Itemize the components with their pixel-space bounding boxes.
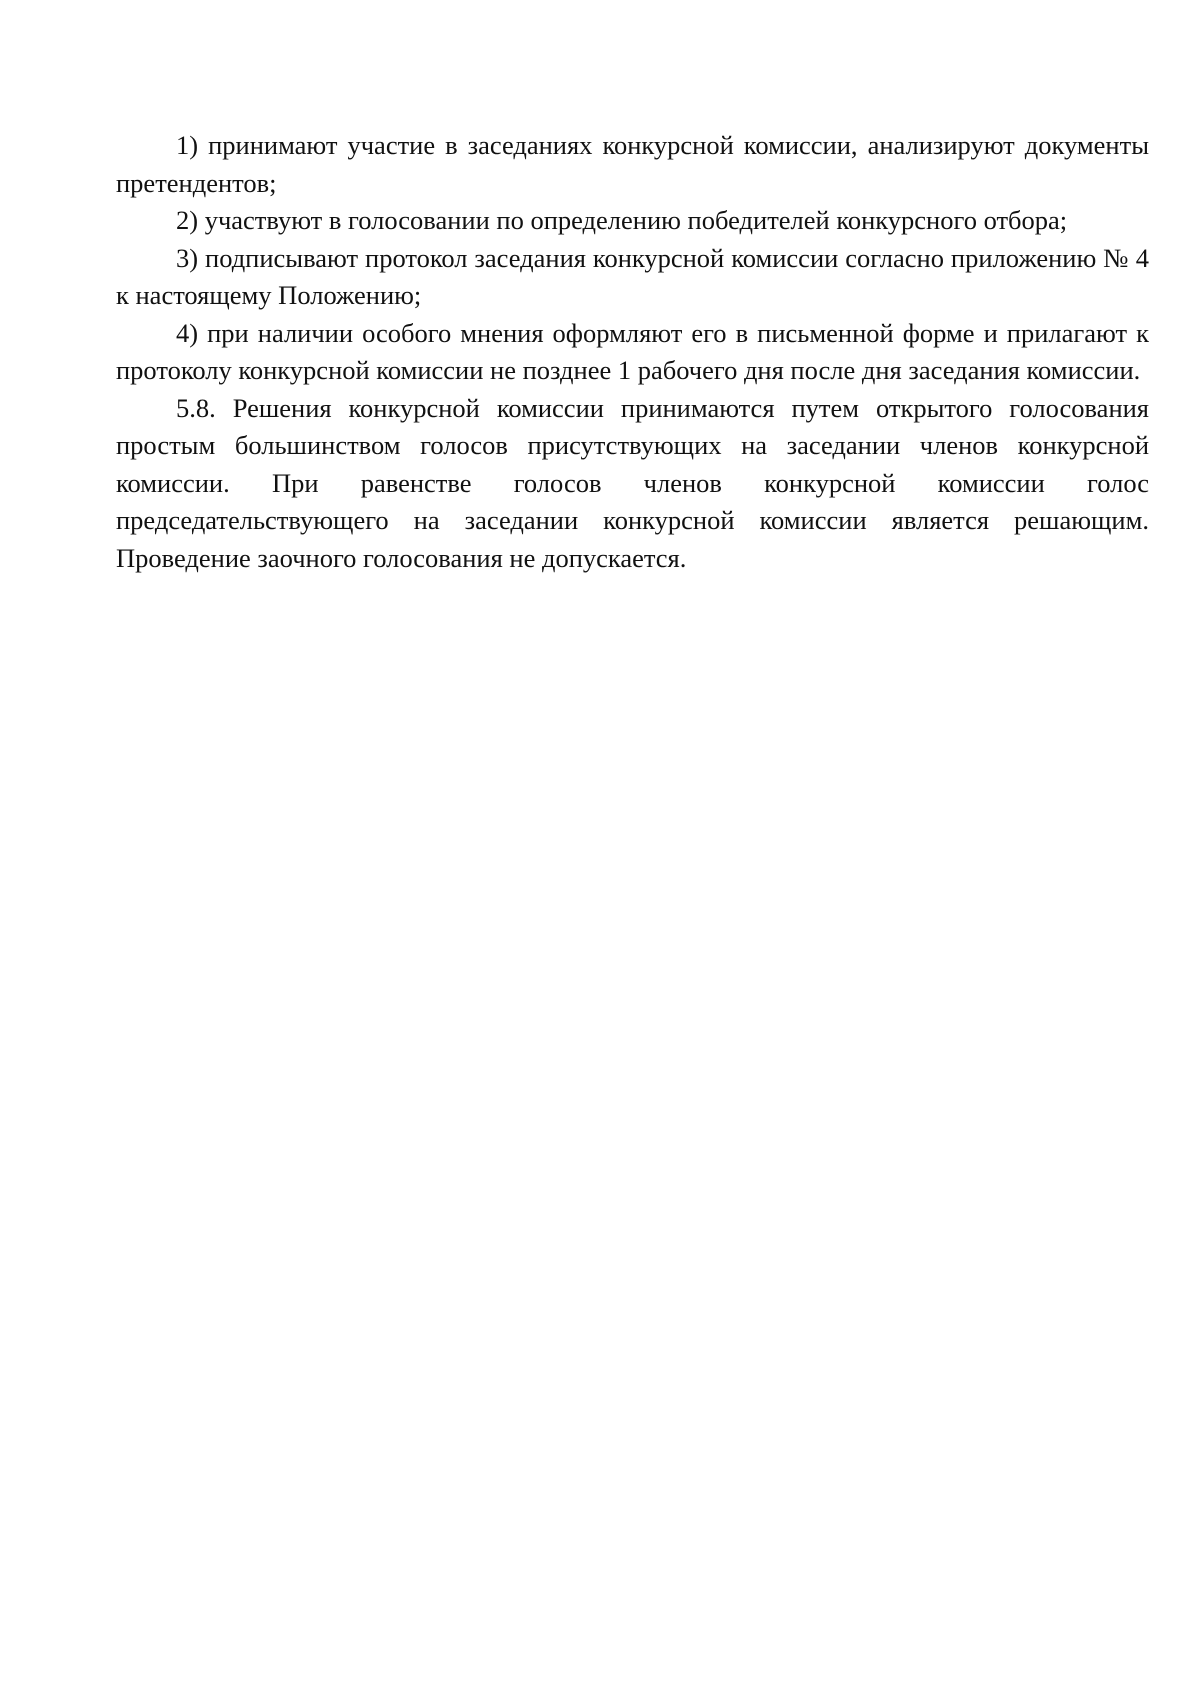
document-body: [116, 127, 1149, 577]
list-item-1: 1) принимают участие в заседаниях конкурсной комиссии, анализируют документы претендентов;: [116, 130, 1149, 198]
clause-5-8: 5.8. Решения конкурсной комиссии принимаются путем открытого голосования простым большинством голосов присутствующих на заседании членов конкурсной комиссии. При равенстве голосов членов конкурсной комиссии голос председательствующего на заседании конкурсной комиссии является решающим. Проведение заочного голосования не допускается.: [116, 392, 1149, 573]
list-item-4: 4) при наличии особого мнения оформляют его в письменной форме и прилагают к протоколу конкурсной комиссии не позднее 1 рабочего дня после дня заседания комиссии.: [116, 317, 1149, 385]
list-item-3: 3) подписывают протокол заседания конкурсной комиссии согласно приложению № 4 к настоящему Положению;: [116, 242, 1149, 310]
list-item-2: 2) участвуют в голосовании по определению победителей конкурсного отбора;: [176, 205, 1068, 235]
